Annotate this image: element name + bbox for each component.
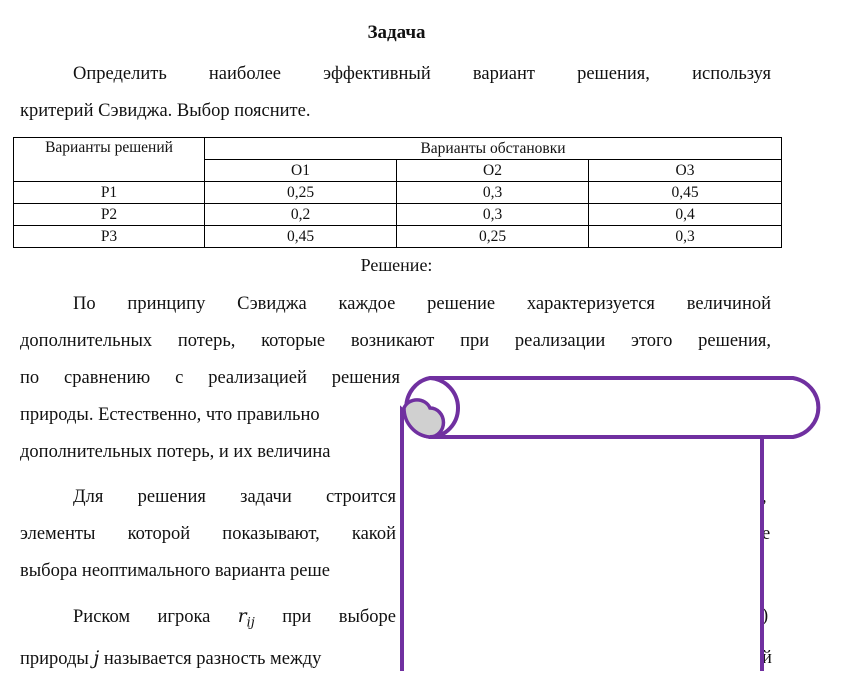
table-cell: 0,4 [589,204,782,226]
row-label: Р3 [14,226,205,248]
body-text: ) [762,606,769,626]
body-text: по сравнению с реализацией решения [20,368,400,388]
math-r: $r_{ij}$ [237,606,255,631]
table-cell: 0,3 [589,226,782,248]
math-j: j [93,648,100,669]
column-header: О1 [205,160,397,182]
column-header: О3 [589,160,782,182]
body-text: , [762,487,767,507]
task-title: Задача [367,22,426,43]
body-text: элементы которой показывают, какой [20,524,396,544]
task-line-1: Определить наиболее эффективный вариант решения, используя [73,64,771,84]
header-situations: Варианты обстановки [205,138,782,160]
scroll-bar [406,378,818,437]
body-text: выбора неоптимального варианта реше [20,561,330,581]
body-text: Для решения задачи строится [73,487,396,507]
solution-heading: Решение: [360,255,433,275]
table-cell: 0,2 [205,204,397,226]
body-text: е [762,524,771,544]
scroll-sheet [402,410,762,671]
row-label: Р2 [14,204,205,226]
table-cell: 0,45 [205,226,397,248]
table-cell: 0,3 [397,204,589,226]
body-text: По принципу Сэвиджа каждое решение характеризуется величиной [73,294,771,314]
body-text: называется разность между [103,649,322,669]
table-cell: 0,25 [205,182,397,204]
body-text: природы [20,649,89,669]
table-cell: 0,25 [397,226,589,248]
table-cell: 0,45 [589,182,782,204]
header-decisions: Варианты решений [14,138,205,182]
task-line-2: критерий Сэвиджа. Выбор поясните. [20,101,311,121]
table-cell: 0,3 [397,182,589,204]
body-text: дополнительных потерь, которые возникают при реализации этого решения, [20,331,771,351]
body-text: природы. Естественно, что правильно [20,405,320,425]
body-text: й [762,648,772,668]
body-text: при выборе [282,607,397,627]
row-label: Р1 [14,182,205,204]
body-text: дополнительных потерь, и их величина [20,442,331,462]
column-header: О2 [397,160,589,182]
body-text: Риском игрока [73,607,211,627]
